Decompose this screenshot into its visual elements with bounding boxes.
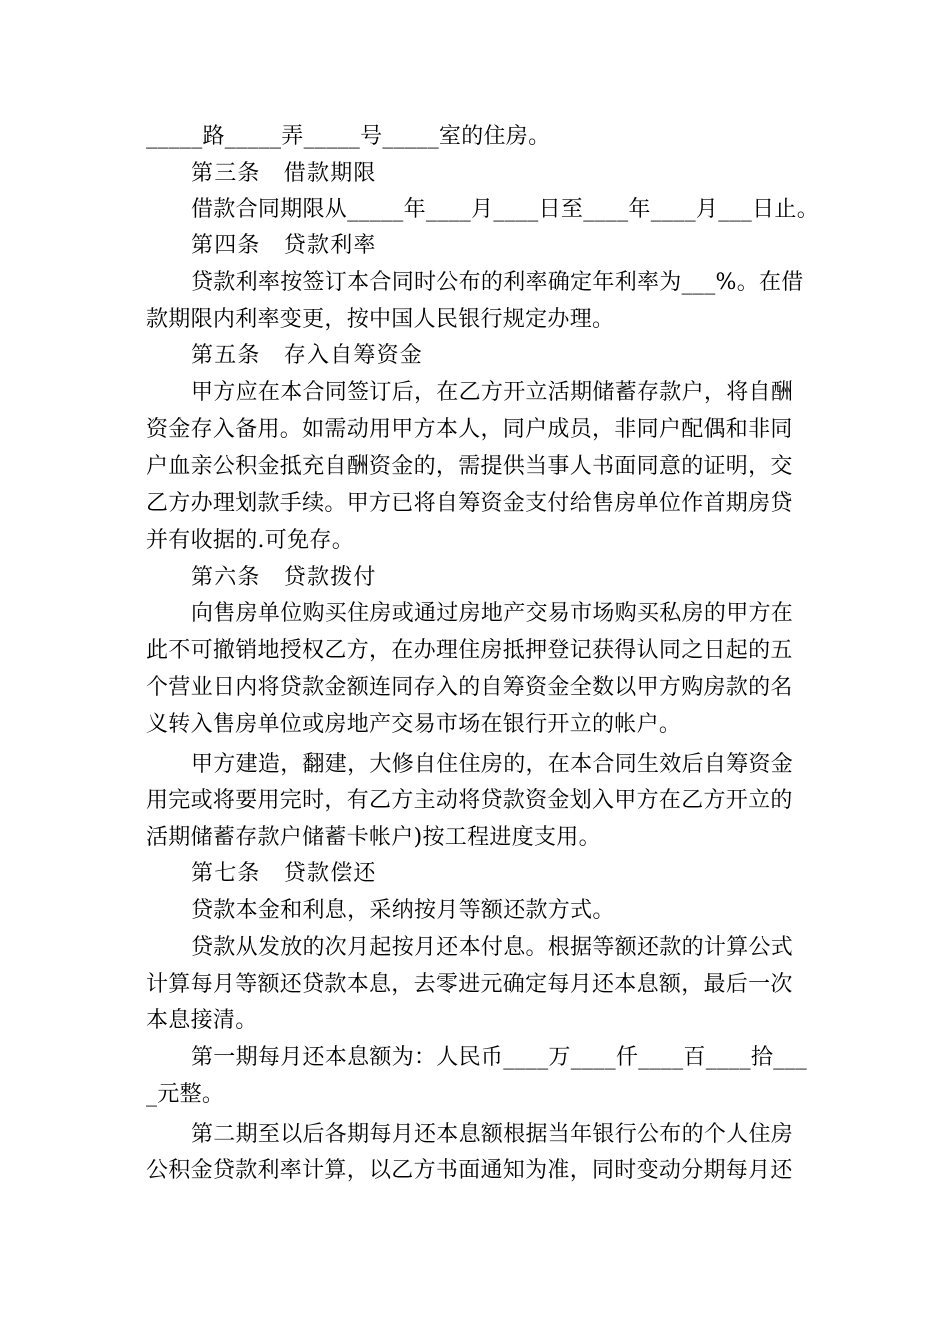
text-line: 本息接清。	[146, 1008, 258, 1033]
text-line: 义转入售房单位或房地产交易市场在银行开立的帐户。	[146, 712, 682, 737]
section-heading-article-4: 第四条 贷款利率	[191, 233, 377, 258]
text-line: 此不可撤销地授权乙方，在办理住房抵押登记获得认同之日起的五	[146, 638, 793, 663]
text-line: 贷款本金和利息，采纳按月等额还款方式。	[191, 898, 615, 923]
text-line: 借款合同期限从_____年____月____日至____年____月___日止。	[191, 197, 820, 222]
text-line: 贷款利率按签订本合同时公布的利率确定年利率为___%。在借	[191, 270, 804, 295]
text-line: _元整。	[146, 1082, 225, 1107]
text-line: _____路_____弄_____号_____室的住房。	[146, 124, 551, 149]
text-line: 户血亲公积金抵充自酬资金的，需提供当事人书面同意的证明，交	[146, 454, 793, 479]
text-line: 资金存入备用。如需动用甲方本人，同户成员，非同户配偶和非同	[146, 417, 793, 442]
text-line: 个营业日内将贷款金额连同存入的自筹资金全数以甲方购房款的名	[146, 675, 793, 700]
text-line: 计算每月等额还贷款本息，去零进元确定每月还本息额，最后一次	[146, 972, 793, 997]
text-line: 甲方应在本合同签订后，在乙方开立活期储蓄存款户，将自酬	[191, 380, 794, 405]
text-line: 款期限内利率变更，按中国人民银行规定办理。	[146, 307, 615, 332]
text-line: 第一期每月还本息额为：人民币____万____仟____百____拾___	[191, 1045, 808, 1070]
section-heading-article-5: 第五条 存入自筹资金	[191, 343, 424, 368]
text-line: 甲方建造，翻建，大修自住住房的，在本合同生效后自筹资金	[191, 752, 794, 777]
text-line: 第二期至以后各期每月还本息额根据当年银行公布的个人住房	[191, 1122, 794, 1147]
text-line: 贷款从发放的次月起按月还本付息。根据等额还款的计算公式	[191, 935, 794, 960]
section-heading-article-6: 第六条 贷款拨付	[191, 565, 377, 590]
section-heading-article-3: 第三条 借款期限	[191, 161, 377, 186]
text-line: 用完或将要用完时，有乙方主动将贷款资金划入甲方在乙方开立的	[146, 788, 793, 813]
text-line: 公积金贷款利率计算，以乙方书面通知为准，同时变动分期每月还	[146, 1158, 793, 1183]
text-line: 活期储蓄存款户储蓄卡帐户)按工程进度支用。	[146, 825, 601, 850]
text-line: 并有收据的.可免存。	[146, 528, 354, 553]
text-line: 乙方办理划款手续。甲方已将自筹资金支付给售房单位作首期房贷	[146, 491, 793, 516]
text-line: 向售房单位购买住房或通过房地产交易市场购买私房的甲方在	[191, 601, 794, 626]
section-heading-article-7: 第七条 贷款偿还	[191, 861, 377, 886]
